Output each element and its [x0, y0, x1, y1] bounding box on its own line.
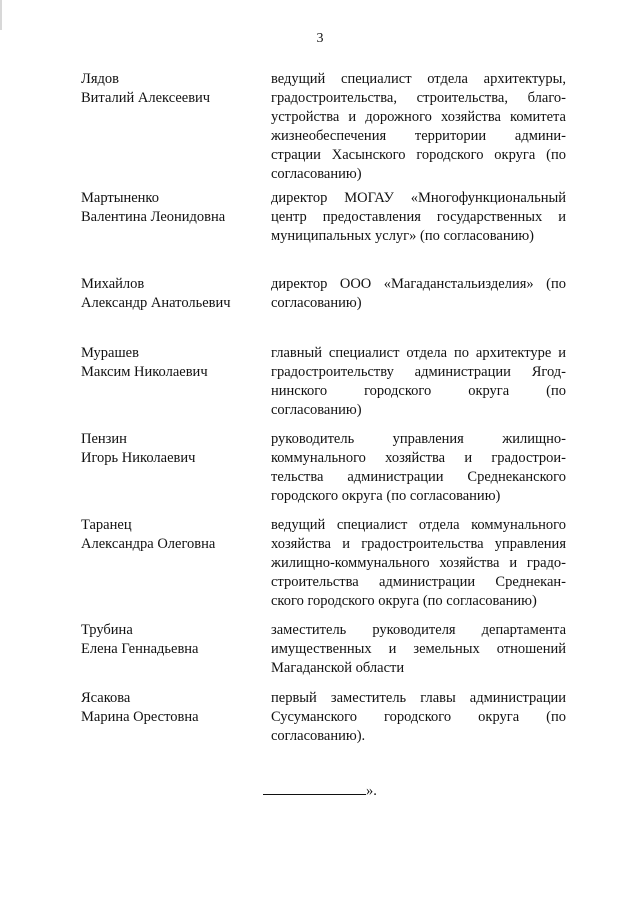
member-surname: Ясакова — [81, 690, 131, 706]
position-line: страции Хасынского городского округа (по — [271, 147, 566, 163]
position-line: согласованию) — [271, 166, 362, 182]
member-surname: Михайлов — [81, 276, 145, 292]
position-line: ского городского округа (по согласованию) — [271, 593, 537, 609]
position-line: главный специалист отдела по архитектуре и — [271, 345, 566, 361]
member-given-name: Максим Николаевич — [81, 364, 208, 380]
position-line: коммунального хозяйства и градострои- — [271, 450, 566, 466]
position-line: ведущий специалист отдела коммунального — [271, 517, 566, 533]
member-name — [81, 70, 261, 108]
position-line: городского округа (по согласованию) — [271, 488, 501, 504]
member-name — [81, 430, 261, 468]
member-position — [271, 430, 566, 506]
member-name — [81, 344, 261, 382]
member-surname: Пензин — [81, 431, 127, 447]
closing-mark — [263, 782, 377, 800]
member-position — [271, 516, 566, 611]
member-name — [81, 189, 261, 227]
closing-quote: ». — [366, 783, 377, 799]
member-position — [271, 70, 566, 184]
member-surname: Мурашев — [81, 345, 139, 361]
position-line: центр предоставления государственных и — [271, 209, 566, 225]
position-line: руководитель управления жилищно- — [271, 431, 566, 447]
position-line: Магаданской области — [271, 660, 405, 676]
member-given-name: Александр Анатольевич — [81, 295, 231, 311]
member-surname: Мартыненко — [81, 190, 159, 206]
position-line: строительства администрации Среднекан- — [271, 574, 566, 590]
member-given-name: Елена Геннадьевна — [81, 641, 199, 657]
position-line: директор МОГАУ «Многофункциональный — [271, 190, 566, 206]
position-line: муниципальных услуг» (по согласованию) — [271, 228, 534, 244]
position-line: градостроительству администрации Ягод- — [271, 364, 566, 380]
member-given-name: Валентина Леонидовна — [81, 209, 226, 225]
position-line: хозяйства и градостроительства управления — [271, 536, 566, 552]
position-line: нинского городского округа (по — [271, 383, 566, 399]
position-line: директор ООО «Магаданстальизделия» (по — [271, 276, 566, 292]
position-line: согласованию). — [271, 728, 366, 744]
member-name — [81, 275, 261, 313]
position-line: жилищно-коммунального хозяйства и градо- — [271, 555, 566, 571]
signature-line — [263, 782, 366, 795]
position-line: Сусуманского городского округа (по — [271, 709, 566, 725]
position-line: градостроительства, строительства, благо- — [271, 90, 566, 106]
member-given-name: Игорь Николаевич — [81, 450, 196, 466]
position-line: тельства администрации Среднеканского — [271, 469, 566, 485]
page-number: 3 — [316, 31, 324, 46]
scan-edge-mark — [0, 0, 2, 30]
member-given-name: Александра Олеговна — [81, 536, 216, 552]
member-name — [81, 621, 261, 659]
member-given-name: Марина Орестовна — [81, 709, 199, 725]
member-position — [271, 621, 566, 678]
member-position — [271, 689, 566, 746]
member-position — [271, 344, 566, 420]
member-name — [81, 689, 261, 727]
member-position — [271, 275, 566, 313]
member-position — [271, 189, 566, 246]
member-name — [81, 516, 261, 554]
position-line: ведущий специалист отдела архитектуры, — [271, 71, 566, 87]
position-line: имущественных и земельных отношений — [271, 641, 566, 657]
member-surname: Лядов — [81, 71, 119, 87]
position-line: заместитель руководителя департамента — [271, 622, 566, 638]
position-line: согласованию) — [271, 402, 362, 418]
position-line: жизнеобеспечения территории админи- — [271, 128, 566, 144]
member-surname: Таранец — [81, 517, 132, 533]
member-surname: Трубина — [81, 622, 133, 638]
position-line: согласованию) — [271, 295, 362, 311]
position-line: первый заместитель главы администрации — [271, 690, 566, 706]
member-given-name: Виталий Алексеевич — [81, 90, 211, 106]
position-line: устройства и дорожного хозяйства комитета — [271, 109, 566, 125]
